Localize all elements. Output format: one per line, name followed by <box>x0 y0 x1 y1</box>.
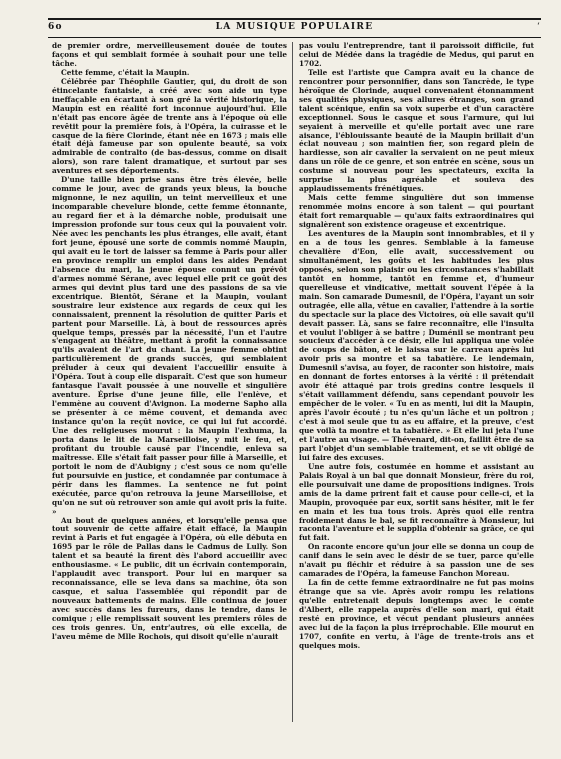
paragraph: de premier ordre, merveilleusement douée de toutes façons et qui semblait formée à souhait pour une telle tâche. <box>52 41 287 68</box>
paragraph: pas voulu l'entreprendre, tant il paroissoit difficile, fut celui de Médée dans la tragédie de Medus, qui parut en 1702. <box>299 41 534 68</box>
header-rule <box>48 37 541 38</box>
column-divider <box>292 42 293 722</box>
paragraph: Célébrée par Théophile Gautier, qui, du droit de son étincelante fantaisie, a créé avec son aide un type ineffaçable en écartant à son gré la vérité historique, la Maupin est en réalité fort inconnue aujourd'hui. Elle n'était pas encore âgée de trente ans à l'époque où elle revêtit pour la première fois, à l'Opéra, la cuirasse et le casque de la fière Clorinde, étant née en 1673 ; mais elle était déjà fameuse par son opulente beauté, sa voix admirable de contralto (de bas-dessus, comme on disait alors), son rare talent dramatique, et surtout par ses aventures et ses déportements. <box>52 76 287 176</box>
paragraph: Une autre fois, costumée en homme et assistant au Palais Royal à un bal que donnait Monsieur, frère du roi, elle poursuivait une dame de propositions indignes. Trois amis de la dame prirent fait et cause pour celle-ci, et la Maupin, provoquée par eux, sortit sans hésiter, mit le fer en main et les tua tous trois. Après quoi elle rentra froidement dans le bal, se fit reconnaître à Monsieur, lui raconta l'aventure et le supplia d'obtenir sa grâce, ce qui fut fait. <box>299 461 534 543</box>
paragraph: Les aventures de la Maupin sont innombrables, et il y en a de tous les genres. Semblable à la fameuse chevalière d'Eon, elle avait, successivement ou simultanément, les goûts et les habitudes les plus opposés, selon son plaisir ou les circonstances s'habillait tantôt en homme, tantôt en femme et, d'humeur querelleuse et vindicative, mettait souvent l'épée à la main. Son camarade Dumesnil, de l'Opéra, l'ayant un soir outragée, elle alla, vêtue en cavalier, l'attendre à la sortie du spectacle sur la place des Victoires, où elle savait qu'il devait passer. Là, sans se faire reconnaître, elle l'insulta et voulut l'obliger à se battre ; Duménil se montrant peu soucieux d'accéder à ce désir, elle lui appliqua une volée de coups de bâton, et le laissa sur le carreau après lui avoir pris sa montre et sa tabatière. Le lendemain, Dumesnil s'avisa, au foyer, de raconter son histoire, mais en donnant de fortes entorses à la vérité : il prétendait avoir été attaqué par trois gredins contre lesquels il s'était vaillamment défendu, sans cependant pouvoir les empêcher de le voler. « Tu en as menti, lui dit la Maupin, après l'avoir écouté ; tu n'es qu'un lâche et un poltron ; c'est à moi seule que tu as eu affaire, et la preuve, c'est que voilà ta montre et ta tabatière. » Et elle lui jeta l'une et l'autre au visage. — Thévenard, dit-on, faillit être de sa part l'objet d'un semblable traitement, et se vit obligé de lui faire des excuses. <box>299 229 534 462</box>
paragraph: D'une taille bien prise sans être très élevée, belle comme le jour, avec de grands yeux bleus, la bouche mignonne, le nez aquilin, un teint merveilleux et une incomparable chevelure blonde, cette femme étonnante, au regard fier et à la démarche noble, produisait une impression profonde sur tous ceux qui la pouvaient voir. Née avec les penchants les plus étranges, elle avait, étant fort jeune, épousé une sorte de commis nommé Maupin, qui avait eu le tort de laisser sa femme à Paris pour aller en province remplir un emploi dans les aides Pendant l'absence du mari, la jeune épouse connut un prévôt d'armes nommé Sérane, avec lequel elle prit ce goût des armes qui devint plus tard une des passions de sa vie excentrique. Bientôt, Sérane et la Maupin, voulant soustraire leur existence aux regards de ceux qui les connaissaient, prennent la résolution de quitter Paris et partent pour Marseille. Là, à bout de ressources après quelque temps, pressés par la nécessité, l'un et l'autre s'engagent au théâtre, mettant à profit la connaissance qu'ils avaient de l'art du chant. La jeune femme obtint particulièrement de grands succès, qui semblaient préluder à ceux qui devaient l'accueillir ensuite à l'Opéra. Tout à coup elle disparaît. C'est que son humeur fantasque l'avait poussée à une nouvelle et singulière aventure. Éprise d'une jeune fille, elle l'enlève, et l'emmène au couvent d'Avignon. La moderne Sapho alla se présenter à ce même couvent, et demanda avec instance qu'on la reçût novice, ce qui lui fut accordé. Une des religieuses mourut : la Maupin l'exhuma, la porta dans le lit de la Marseilloise, y mit le feu, et, profitant du trouble causé par l'incendie, enleva sa maîtresse. Elle s'était fait passer pour fille à Marseille, et portoit le nom de d'Aubigny ; c'est sous ce nom qu'elle fut poursuivie en justice, et condamnée par contumace à périr dans les flammes. La sentence ne fut point exécutée, parce qu'on retrouva la jeune Marseilloise, et qu'on ne sut où retrouver son amie qui avoit pris la fuite. » <box>52 175 287 516</box>
paragraph: Mais cette femme singulière dut son immense renommée moins encore à son talent — qui pourtant était fort remarquable — qu'aux faits extraordinaires qui signalèrent son existence orageuse et excentrique. <box>299 193 534 230</box>
paragraph: Cette femme, c'était la Maupin. <box>61 67 190 77</box>
header-mark: ‘ <box>536 22 541 32</box>
paragraph: La fin de cette femme extraordinaire ne fut pas moins étrange que sa vie. Après avoir rompu les relations qu'elle entretenait depuis longtemps avec le comte d'Albert, elle rappela auprès d'elle son mari, qui était resté en province, et vécut pendant plusieurs années avec lui de la façon la plus irréprochable. Elle mourut en 1707, confite en vertu, à l'âge de trente-trois ans et quelques mois. <box>299 578 534 650</box>
paragraph: On raconte encore qu'un jour elle se donna un coup de canif dans le sein avec le désir de se tuer, parce qu'elle n'avait pu fléchir et réduire à sa passion une de ses camarades de l'Opéra, la fameuse Fanchon Moreau. <box>299 542 534 579</box>
right-column <box>299 42 534 651</box>
top-rule <box>48 18 541 20</box>
running-header <box>48 22 541 36</box>
journal-title: LA MUSIQUE POPULAIRE <box>215 22 374 32</box>
paragraph: Au bout de quelques années, et lorsqu'elle pensa que tout souvenir de cette affaire était effacé, la Maupin revint à Paris et fut engagée à l'Opéra, où elle débuta en 1695 par le rôle de Pallas dans le Cadmus de Lully. Son talent et sa beauté la firent dès l'abord accueillir avec enthousiasme. « Le public, dit un écrivain contemporain, l'applaudit avec transport. Pour lui en marquer sa reconnaissance, elle se leva dans sa machine, ôta son casque, et salua l'assemblée qui répondit par de nouveaux battements de mains. Elle continua de jouer avec succès dans les fureurs, dans le tendre, dans le comique ; elle remplissait souvent les premiers rôles de ces trois genres. Un, entr'autres, où elle excella, de l'aveu même de Mlle Rochois, qui disoit qu'elle n'aurait <box>52 515 287 641</box>
left-column <box>52 42 287 642</box>
page-number: 6o <box>48 22 63 32</box>
paragraph: Telle est l'artiste que Campra avait eu la chance de rencontrer pour personnifier, dans son Tancrède, le type héroïque de Clorinde, auquel convenaient étonnamment ses qualités physiques, ses allures étranges, son grand talent scénique, enfin sa voix superbe et d'un caractère exceptionnel. Sous le casque et sous l'armure, qui lui seyaient à merveille et qu'elle portait avec une rare aisance, l'éblouissante beauté de la Maupin brillait d'un éclat nouveau ; son maintien fier, son regard plein de hardiesse, son air cavalier la servaient on ne peut mieux dans un rôle de ce genre, et son entrée en scène, sous un costume si nouveau pour les spectateurs, excita la surprise la plus agréable et souleva des applaudissements frénétiques. <box>299 67 534 194</box>
